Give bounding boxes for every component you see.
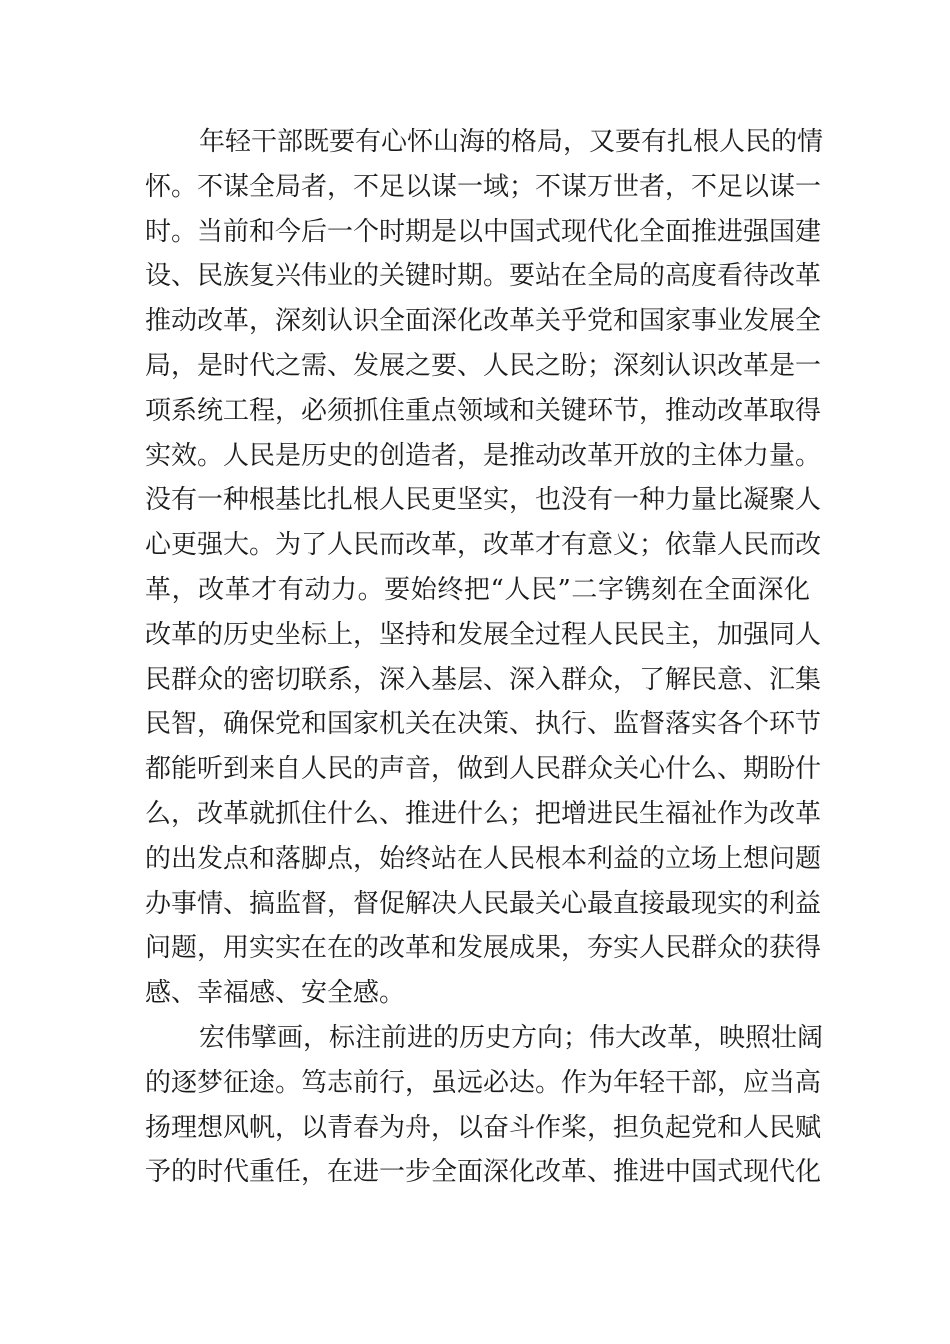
text-line: 予的时代重任，在进一步全面深化改革、推进中国式现代化 — [145, 1157, 822, 1188]
text-line: 问题，用实实在在的改革和发展成果，夯实人民群众的获得 — [145, 933, 822, 964]
paragraph-2 — [145, 1016, 824, 1195]
text-line: 的逐梦征途。笃志前行，虽远必达。作为年轻干部，应当高 — [145, 1067, 822, 1098]
text-line: 民智，确保党和国家机关在决策、执行、监督落实各个环节 — [145, 709, 822, 740]
text-line: 设、民族复兴伟业的关键时期。要站在全局的高度看待改革 — [145, 261, 822, 292]
text-line: 推动改革，深刻认识全面深化改革关乎党和国家事业发展全 — [145, 306, 822, 337]
text-line: 办事情、搞监督，督促解决人民最关心最直接最现实的利益 — [145, 888, 822, 919]
text-line: 年轻干部既要有心怀山海的格局，又要有扎根人民的情 — [199, 127, 824, 157]
text-line: 改革的历史坐标上，坚持和发展全过程人民民主，加强同人 — [145, 619, 822, 650]
text-line: 心更强大。为了人民而改革，改革才有意义；依靠人民而改 — [145, 530, 822, 561]
text-line: 么，改革就抓住什么、推进什么；把增进民生福祉作为改革 — [145, 798, 822, 829]
text-line: 局，是时代之需、发展之要、人民之盼；深刻认识改革是一 — [145, 350, 822, 381]
text-line: 没有一种根基比扎根人民更坚实，也没有一种力量比凝聚人 — [145, 485, 822, 516]
text-line: 革，改革才有动力。要始终把“人民”二字镌刻在全面深化 — [145, 574, 810, 605]
text-line: 宏伟擘画，标注前进的历史方向；伟大改革，映照壮阔 — [199, 1023, 824, 1053]
text-line: 民群众的密切联系，深入基层、深入群众，了解民意、汇集 — [145, 664, 822, 695]
paragraph-1 — [145, 120, 824, 1016]
text-line: 项系统工程，必须抓住重点领域和关键环节，推动改革取得 — [145, 395, 822, 426]
text-line: 怀。不谋全局者，不足以谋一域；不谋万世者，不足以谋一 — [145, 171, 822, 202]
text-line: 感、幸福感、安全感。 — [145, 978, 406, 1009]
text-line: 扬理想风帆，以青春为舟，以奋斗作桨，担负起党和人民赋 — [145, 1112, 822, 1143]
text-line: 实效。人民是历史的创造者，是推动改革开放的主体力量。 — [145, 440, 822, 471]
text-line: 都能听到来自人民的声音，做到人民群众关心什么、期盼什 — [145, 754, 822, 785]
text-line: 的出发点和落脚点，始终站在人民根本利益的立场上想问题 — [145, 843, 822, 874]
text-line: 时。当前和今后一个时期是以中国式现代化全面推进强国建 — [145, 216, 822, 247]
